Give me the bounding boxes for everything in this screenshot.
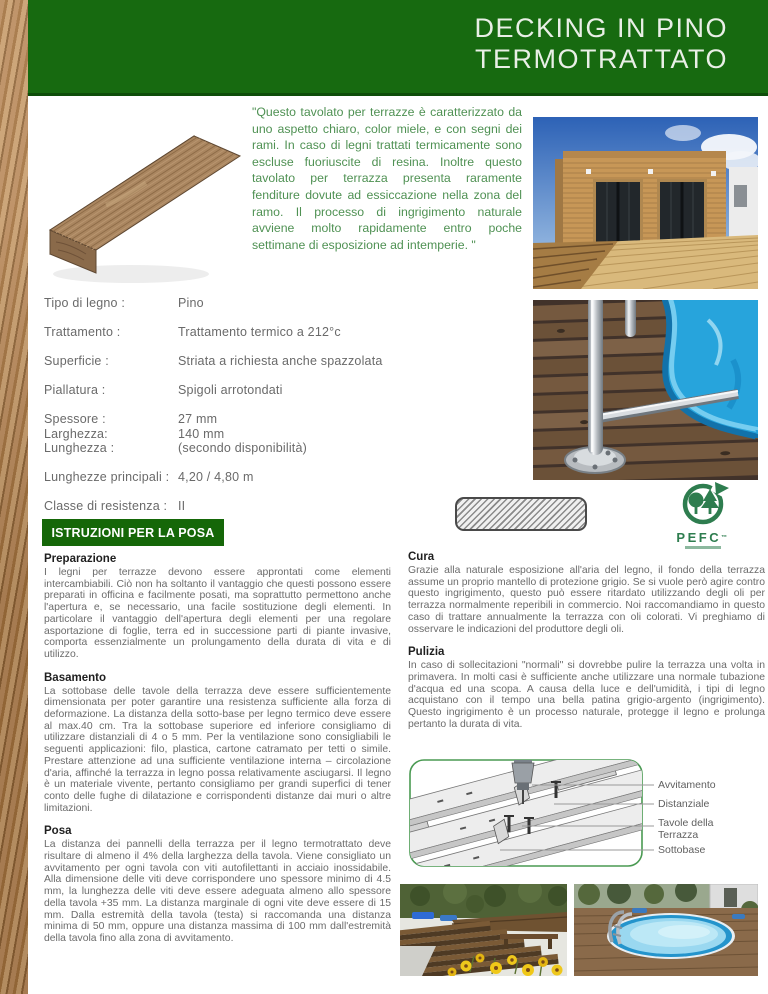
deck-steps-illustration xyxy=(400,884,567,976)
spec-row xyxy=(44,441,474,456)
spec-label: Piallatura : xyxy=(44,383,106,397)
section-heading-preparazione: Preparazione xyxy=(44,553,117,565)
plank-illustration xyxy=(36,110,248,292)
column-left xyxy=(44,553,391,956)
spec-label: Lunghezze principali : xyxy=(44,470,170,484)
spec-value: Pino xyxy=(178,296,204,310)
spec-row xyxy=(44,325,474,340)
board-profile-drawing xyxy=(455,497,587,531)
pefc-smallprint-placeholder xyxy=(685,546,721,549)
diagram-label-avvitamento: Avvitamento xyxy=(658,779,716,791)
page-title-line-1: DECKING IN PINO xyxy=(474,13,728,43)
pefc-wordmark: PEFC™ xyxy=(676,530,730,545)
spec-value: 140 mm xyxy=(178,426,225,441)
section-heading-pulizia: Pulizia xyxy=(408,646,445,659)
spec-value: Trattamento termico a 212°c xyxy=(178,325,341,339)
specs-table xyxy=(44,296,474,514)
section-heading-cura: Cura xyxy=(408,551,435,563)
spec-row xyxy=(44,470,474,485)
section-body-pulizia: In caso di sollecitazioni "normali" si dovrebbe pulire la terrazza una volta in primavera. In molti casi è sufficiente anche utilizzare una normale tubazione d'acqua ed una scopa. A causa della luce e dell'umidità, i tipi di legno acquistano con il tempo una bella patina grigio-argento (ingrigimento). Questo ingrigimento è un processo naturale, protegge il legno e prolunga pertanto la durata di vita. xyxy=(408,660,765,730)
spec-value: Spigoli arrotondati xyxy=(178,383,283,397)
spec-value: 4,20 / 4,80 m xyxy=(178,470,254,484)
spec-value: 27 mm xyxy=(178,412,218,426)
spec-label: Superficie : xyxy=(44,354,109,368)
instructions-banner: ISTRUZIONI PER LA POSA xyxy=(42,519,224,546)
spec-row xyxy=(44,499,474,514)
section-body-basamento: La sottobase delle tavole della terrazza deve essere sufficientemente dimensionata per poter garantire una resistenza sufficiente alla forza di deformazione. La distanza della sotto-base per legno termico deve essere al max.40 cm. Tra la sottobase superiore ed inferiore consigliamo di utilizzare distanziali di 4 o 5 mm. Per la ventilazione sono consigliabili le seguenti applicazioni: filo, plastica, cartone catramato per tetti o simile. Prestare attenzione ad una sufficiente ventilazione interna – circolazione d'aria, affinché la terrazza in legno possa relativamente asciugarsi. Il legno è un materiale vivente, pertanto consigliamo per grandi superfici di tener conto delle fughe di dilatazione e corrispondenti distanze dai muri o altre limitazioni. xyxy=(44,685,391,814)
spec-label: Classe di resistenza : xyxy=(44,499,168,513)
pool-ladder-illustration xyxy=(533,300,758,480)
intro-quote: "Questo tavolato per terrazze è caratterizzato da uno aspetto chiaro, color miele, e con segni dei rami. In caso di legni trattati termicamente sono escluse fuoriuscite di resina. Inoltre questo tavolato per terrazza presenta raramente fenditure dovute ad essiccazione nella zona del ramo. Il processo di ingrigimento naturale avviene molto rapidamente entro poche settimane di esposizione ad intemperie. " xyxy=(252,105,522,252)
wood-texture-strip xyxy=(0,0,28,994)
section-body-posa: La distanza dei pannelli della terrazza per il legno termotrattato deve risultare di almeno il 4% della larghezza della tavola. Viene consigliato un avvitamento per ogni tavola con viti autofilettanti in acciaio inossidabile. Alla dimensione delle viti deve corrispondere uno spessore minimo di 4.5 mm, la lunghezza delle viti deve essere adeguata almeno allo spessore della tavola +35 mm. La distanza marginale di ogni vite deve essere di 15 mm. Dalla estremità della tavola (testa) si raccomanda una distanza minima di 50 mm, oppure una distanza massima di 100 mm dall'estremità della tavola fino alla zona di avvitamento. xyxy=(44,839,391,944)
page-title-line-2: TERMOTRATTATO xyxy=(475,44,728,74)
section-heading-posa: Posa xyxy=(44,825,72,838)
oval-pool-illustration xyxy=(574,884,758,976)
decking-assembly-drawing xyxy=(404,756,766,872)
trademark-symbol: ™ xyxy=(721,535,730,541)
photo-deck-steps xyxy=(400,884,567,976)
spec-row xyxy=(44,412,474,427)
diagram-label-tavole-line1: Tavole della xyxy=(658,817,714,829)
spec-value: Striata a richiesta anche spazzolata xyxy=(178,354,383,368)
house-illustration xyxy=(533,117,758,289)
header-banner xyxy=(28,0,768,96)
installation-diagram xyxy=(404,756,766,872)
spec-value: II xyxy=(178,499,186,513)
pefc-logo xyxy=(659,481,747,547)
spec-row xyxy=(44,383,474,398)
product-photo-plank xyxy=(36,110,248,292)
section-body-cura: Grazie alla naturale esposizione all'aria del legno, il fondo della terrazza assume un proprio mantello di protezione grigio. Se si vuole però agire contro questo ingrigimento, questo può essere ritardato utilizzando degli oli per terrazza normalmente reperibili in commercio. Noi raccomandiamo in questo caso di trattare annualmente la terrazza con oli colorati. Vi preghiamo di osservare le indicazioni del produttore degli oli. xyxy=(408,565,765,635)
spec-label: Trattamento : xyxy=(44,325,121,339)
spec-label: Spessore : xyxy=(44,412,106,426)
spec-row xyxy=(44,354,474,369)
diagram-label-tavole-line2: Terrazza xyxy=(658,829,699,841)
section-body-preparazione: I legni per terrazze devono essere approntati come elementi intercambiabili. Ciò non ha soltanto il vantaggio che questi possono essere preparati in officina e facilmente posati, ma soprattutto permettono anche l'apertura e, se necessario, una facile sostituzione degli elementi. In particolare il vantaggio dell'apertura degli elementi per una regolare asportazione di foglie, terra ed in successione parti di piante invasive, comporta essenzialmente un prolungamento della durata di vita e di utilizzo. xyxy=(44,567,391,660)
column-right xyxy=(408,551,765,741)
photo-oval-pool xyxy=(574,884,758,976)
spec-row xyxy=(44,296,474,311)
spec-label: Larghezza: xyxy=(44,426,108,441)
spec-value: (secondo disponibilità) xyxy=(178,441,307,455)
spec-row xyxy=(44,427,474,442)
spec-label: Tipo di legno : xyxy=(44,296,126,310)
pefc-trees-icon xyxy=(659,481,747,527)
section-heading-basamento: Basamento xyxy=(44,671,106,684)
spec-label: Lunghezza : xyxy=(44,441,115,455)
photo-wooden-house xyxy=(533,117,758,289)
diagram-label-sottobase: Sottobase xyxy=(658,844,706,856)
photo-pool-ladder xyxy=(533,300,758,480)
diagram-label-distanziale: Distanziale xyxy=(658,798,710,810)
